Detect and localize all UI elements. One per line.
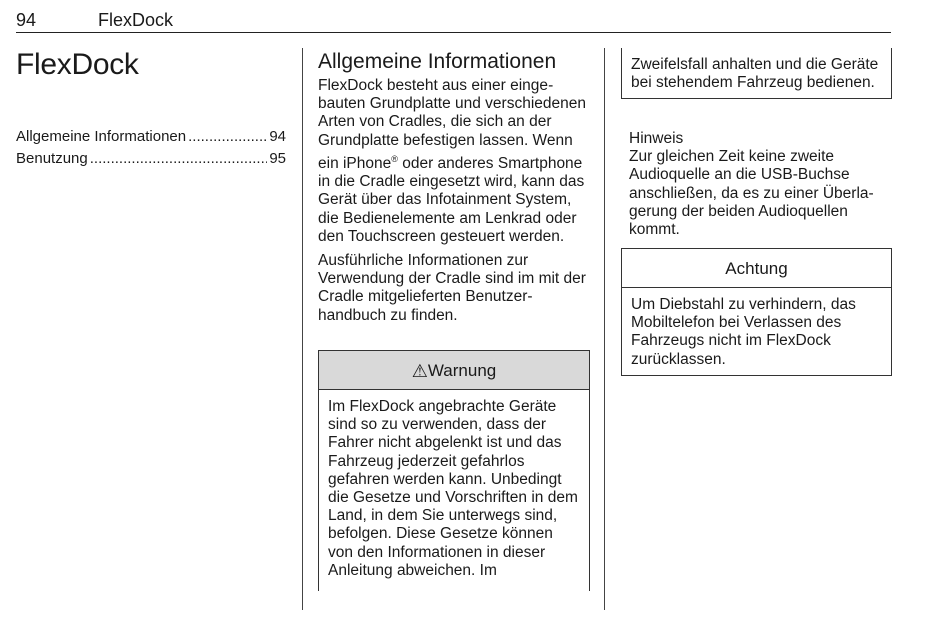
caution-box-title: Achtung <box>725 259 788 278</box>
running-title: FlexDock <box>98 10 174 30</box>
toc-item-page: 95 <box>269 150 286 167</box>
warning-box-text: Im FlexDock angebrachte Geräte sind so zu verwenden, dass der Fahrer nicht abgelenkt ist und das Fahrzeug jederzeit gefahrlos gefahren werden kann. Unbedingt die Gesetze und Vorschriften in dem Land, in dem Sie unterwegs sind, befolgen. Diese Gesetze können von den Informationen in dieser Anleitung abweichen. Im <box>328 398 578 579</box>
intro-text-cont: oder anderes Smartphone in die Cradle eingesetzt wird, kann das Gerät über das Infotainment System, die Bedienelemente am Lenkrad oder den Touchscreen gesteuert werden. <box>318 154 585 245</box>
section-title: Allgemeine Informationen <box>318 50 557 73</box>
note-text: Zur gleichen Zeit keine zweite Audioquelle an die USB-Buchse anschließen, da es zu einer Überlagerung der beiden Audioquellen kommt. <box>629 148 874 239</box>
note-title: Hinweis <box>629 130 684 147</box>
note-block <box>629 130 894 239</box>
page-number: 94 <box>16 10 37 30</box>
registered-mark: ® <box>391 153 398 164</box>
intro-paragraph <box>318 77 590 246</box>
column-divider <box>302 48 303 610</box>
table-of-contents <box>16 126 286 170</box>
warning-box-continuation <box>621 48 892 99</box>
reference-paragraph: Ausführliche Informationen zur Verwendung der Cradle sind im mit der Cradle mitgelieferten Benutzerhandbuch zu finden. <box>318 251 586 324</box>
warning-triangle-icon: ⚠ <box>411 361 428 381</box>
toc-item-page: 94 <box>269 128 286 145</box>
toc-item-label: Benutzung <box>16 150 88 167</box>
toc-item-benutzung[interactable] <box>16 148 286 170</box>
warning-box <box>318 350 590 591</box>
toc-leader-dots <box>188 126 267 148</box>
intro-text: FlexDock besteht aus einer eingebauten Grundplatte und verschiedenen Arten von Cradles, die sich an der Grundplatte befestigen lassen. Wenn ein iPhone <box>318 77 587 172</box>
main-column <box>318 50 590 331</box>
page-header <box>16 8 891 33</box>
warning-box-header <box>319 351 589 390</box>
toc-item-label: Allgemeine Informationen <box>16 128 187 145</box>
warning-box-continuation-text: Zweifelsfall anhalten und die Geräte bei stehendem Fahrzeug bedienen. <box>631 56 879 92</box>
caution-box-header <box>622 249 891 288</box>
toc-item-allgemeine-informationen[interactable] <box>16 126 286 148</box>
caution-box-text: Um Diebstahl zu verhindern, das Mobiltelefon bei Verlassen des Fahrzeugs nicht im FlexDock zurücklassen. <box>631 296 856 368</box>
caution-box <box>621 248 892 376</box>
column-divider <box>604 48 605 610</box>
chapter-title: FlexDock <box>16 48 139 81</box>
toc-leader-dots <box>90 148 268 170</box>
warning-box-title: Warnung <box>427 361 497 380</box>
